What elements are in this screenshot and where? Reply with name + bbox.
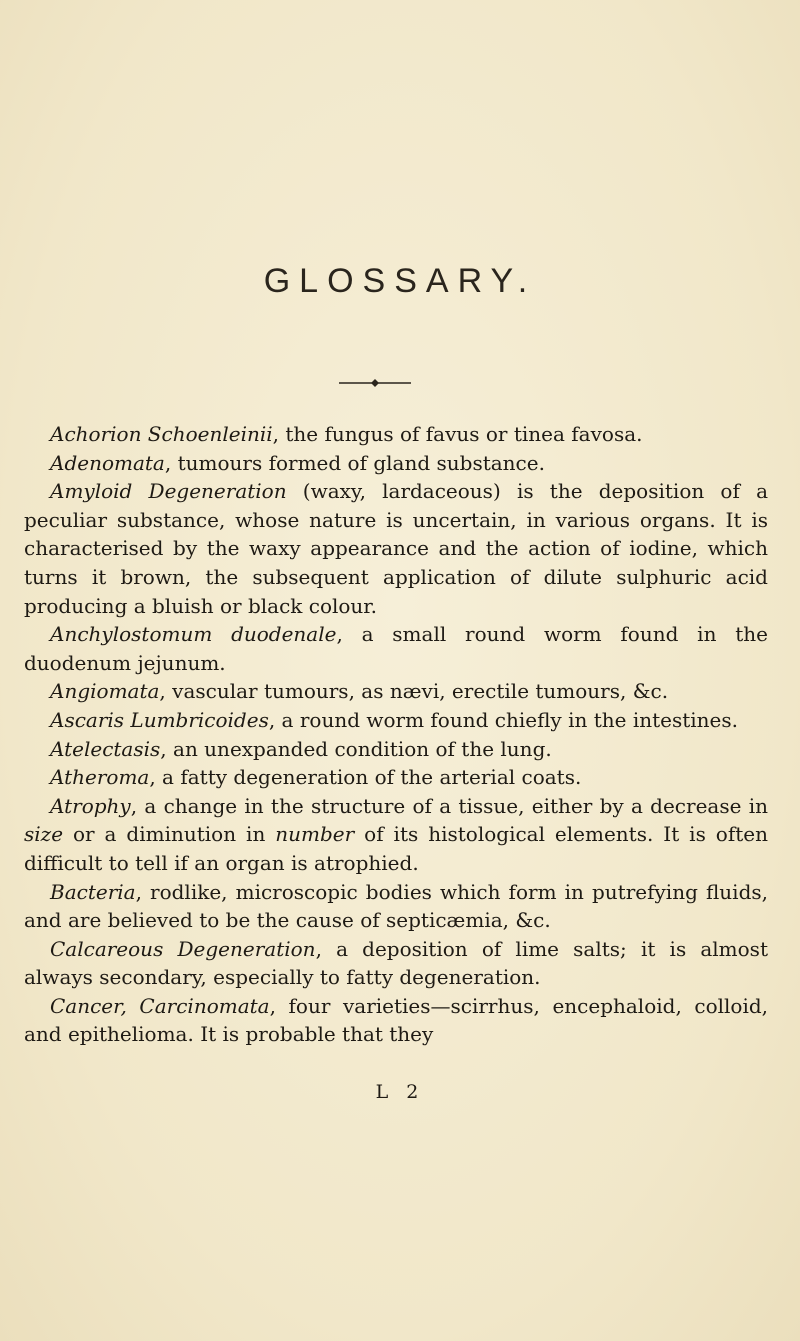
glossary-definition: a fatty degeneration of the arterial coats. — [155, 765, 582, 790]
glossary-definition: (waxy, lardaceous) is the deposition of a peculiar substance, whose nature is uncertain, in various organs. It is characterised by the waxy appearance and the action of iodine, which turns it brown, the subsequent application of dilute sulphuric acid producing a bluish or black colour. — [24, 479, 768, 618]
signature-mark: L 2 — [375, 1081, 425, 1103]
ornament-rule-icon — [339, 378, 411, 388]
glossary-definition: a deposition of lime salts; it is almost always secondary, especially to fatty degeneration. — [24, 936, 768, 990]
glossary-entry: Atelectasis, an unexpanded condition of the lung. — [50, 736, 552, 761]
glossary-entry: Atheroma, a fatty degeneration of the arterial coats. — [50, 765, 582, 790]
glossary-definition: an unexpanded condition of the lung. — [166, 736, 552, 761]
glossary-term: Angiomata — [50, 679, 160, 704]
glossary-definition: vascular tumours, as nævi, erectile tumours, &c. — [165, 679, 669, 704]
glossary-term: Anchylostomum duodenale — [50, 622, 337, 647]
page-title: GLOSSARY. — [263, 262, 537, 300]
glossary-entry: Angiomata, vascular tumours, as nævi, erectile tumours, &c. — [50, 679, 669, 704]
glossary-term: Atrophy — [50, 793, 131, 818]
glossary-entry: Ascaris Lumbricoides, a round worm found chiefly in the intestines. — [50, 707, 739, 732]
glossary-term: Amyloid Degeneration — [50, 479, 287, 504]
glossary-definition-cont: or a diminution in — [63, 822, 276, 847]
glossary-entry: Anchylostomum duodenale, a small round worm found in the duodenum jejunum. — [24, 622, 768, 675]
glossary-entry — [24, 477, 768, 620]
glossary-entry: Atrophy, a change in the structure of a tissue, either by a decrease in size or a diminution in number of its histological elements. It is often difficult to tell if an organ is atrophied. — [24, 793, 768, 875]
glossary-term: Atheroma — [50, 765, 150, 790]
glossary-definition: rodlike, microscopic bodies which form in putrefying fluids, and are believed to be the cause of septicæmia, &c. — [24, 879, 768, 933]
glossary-definition: a change in the structure of a tissue, either by a decrease in — [137, 793, 768, 818]
emphasis-size: size — [24, 822, 64, 847]
glossary-entry: Achorion Schoenleinii, the fungus of favus or tinea favosa. — [50, 422, 643, 446]
glossary-term: Atelectasis — [50, 736, 161, 761]
glossary-text — [24, 420, 768, 1049]
glossary-definition: four varieties—scirrhus, encephaloid, colloid, and epithelioma. It is probable that they — [24, 993, 768, 1047]
glossary-definition: tumours formed of gland substance. — [171, 450, 545, 475]
glossary-definition: a small round worm found in the duodenum jejunum. — [24, 622, 768, 675]
glossary-term: Adenomata — [50, 450, 165, 475]
glossary-term: Bacteria — [50, 879, 136, 904]
glossary-entry: Adenomata, tumours formed of gland substance. — [50, 450, 545, 475]
emphasis-number: number — [275, 822, 355, 847]
glossary-term: Ascaris Lumbricoides — [50, 707, 269, 732]
glossary-term: Cancer, Carcinomata — [50, 993, 270, 1018]
glossary-definition-cont: of its histological elements. It is often difficult to tell if an organ is atrophied. — [24, 822, 768, 875]
glossary-entry: Calcareous Degeneration, a deposition of lime salts; it is almost always secondary, especially to fatty degeneration. — [24, 936, 768, 990]
glossary-entry: Bacteria, rodlike, microscopic bodies which form in putrefying fluids, and are believed to be the cause of septicæmia, &c. — [24, 879, 768, 933]
glossary-definition: the fungus of favus or tinea favosa. — [279, 422, 643, 446]
glossary-entry: Cancer, Carcinomata, four varieties—scirrhus, encephaloid, colloid, and epithelioma. It is probable that they — [24, 993, 768, 1047]
glossary-term: Calcareous Degeneration — [50, 936, 316, 961]
glossary-term: Achorion Schoenleinii — [50, 422, 273, 446]
glossary-definition: a round worm found chiefly in the intestines. — [275, 707, 739, 732]
